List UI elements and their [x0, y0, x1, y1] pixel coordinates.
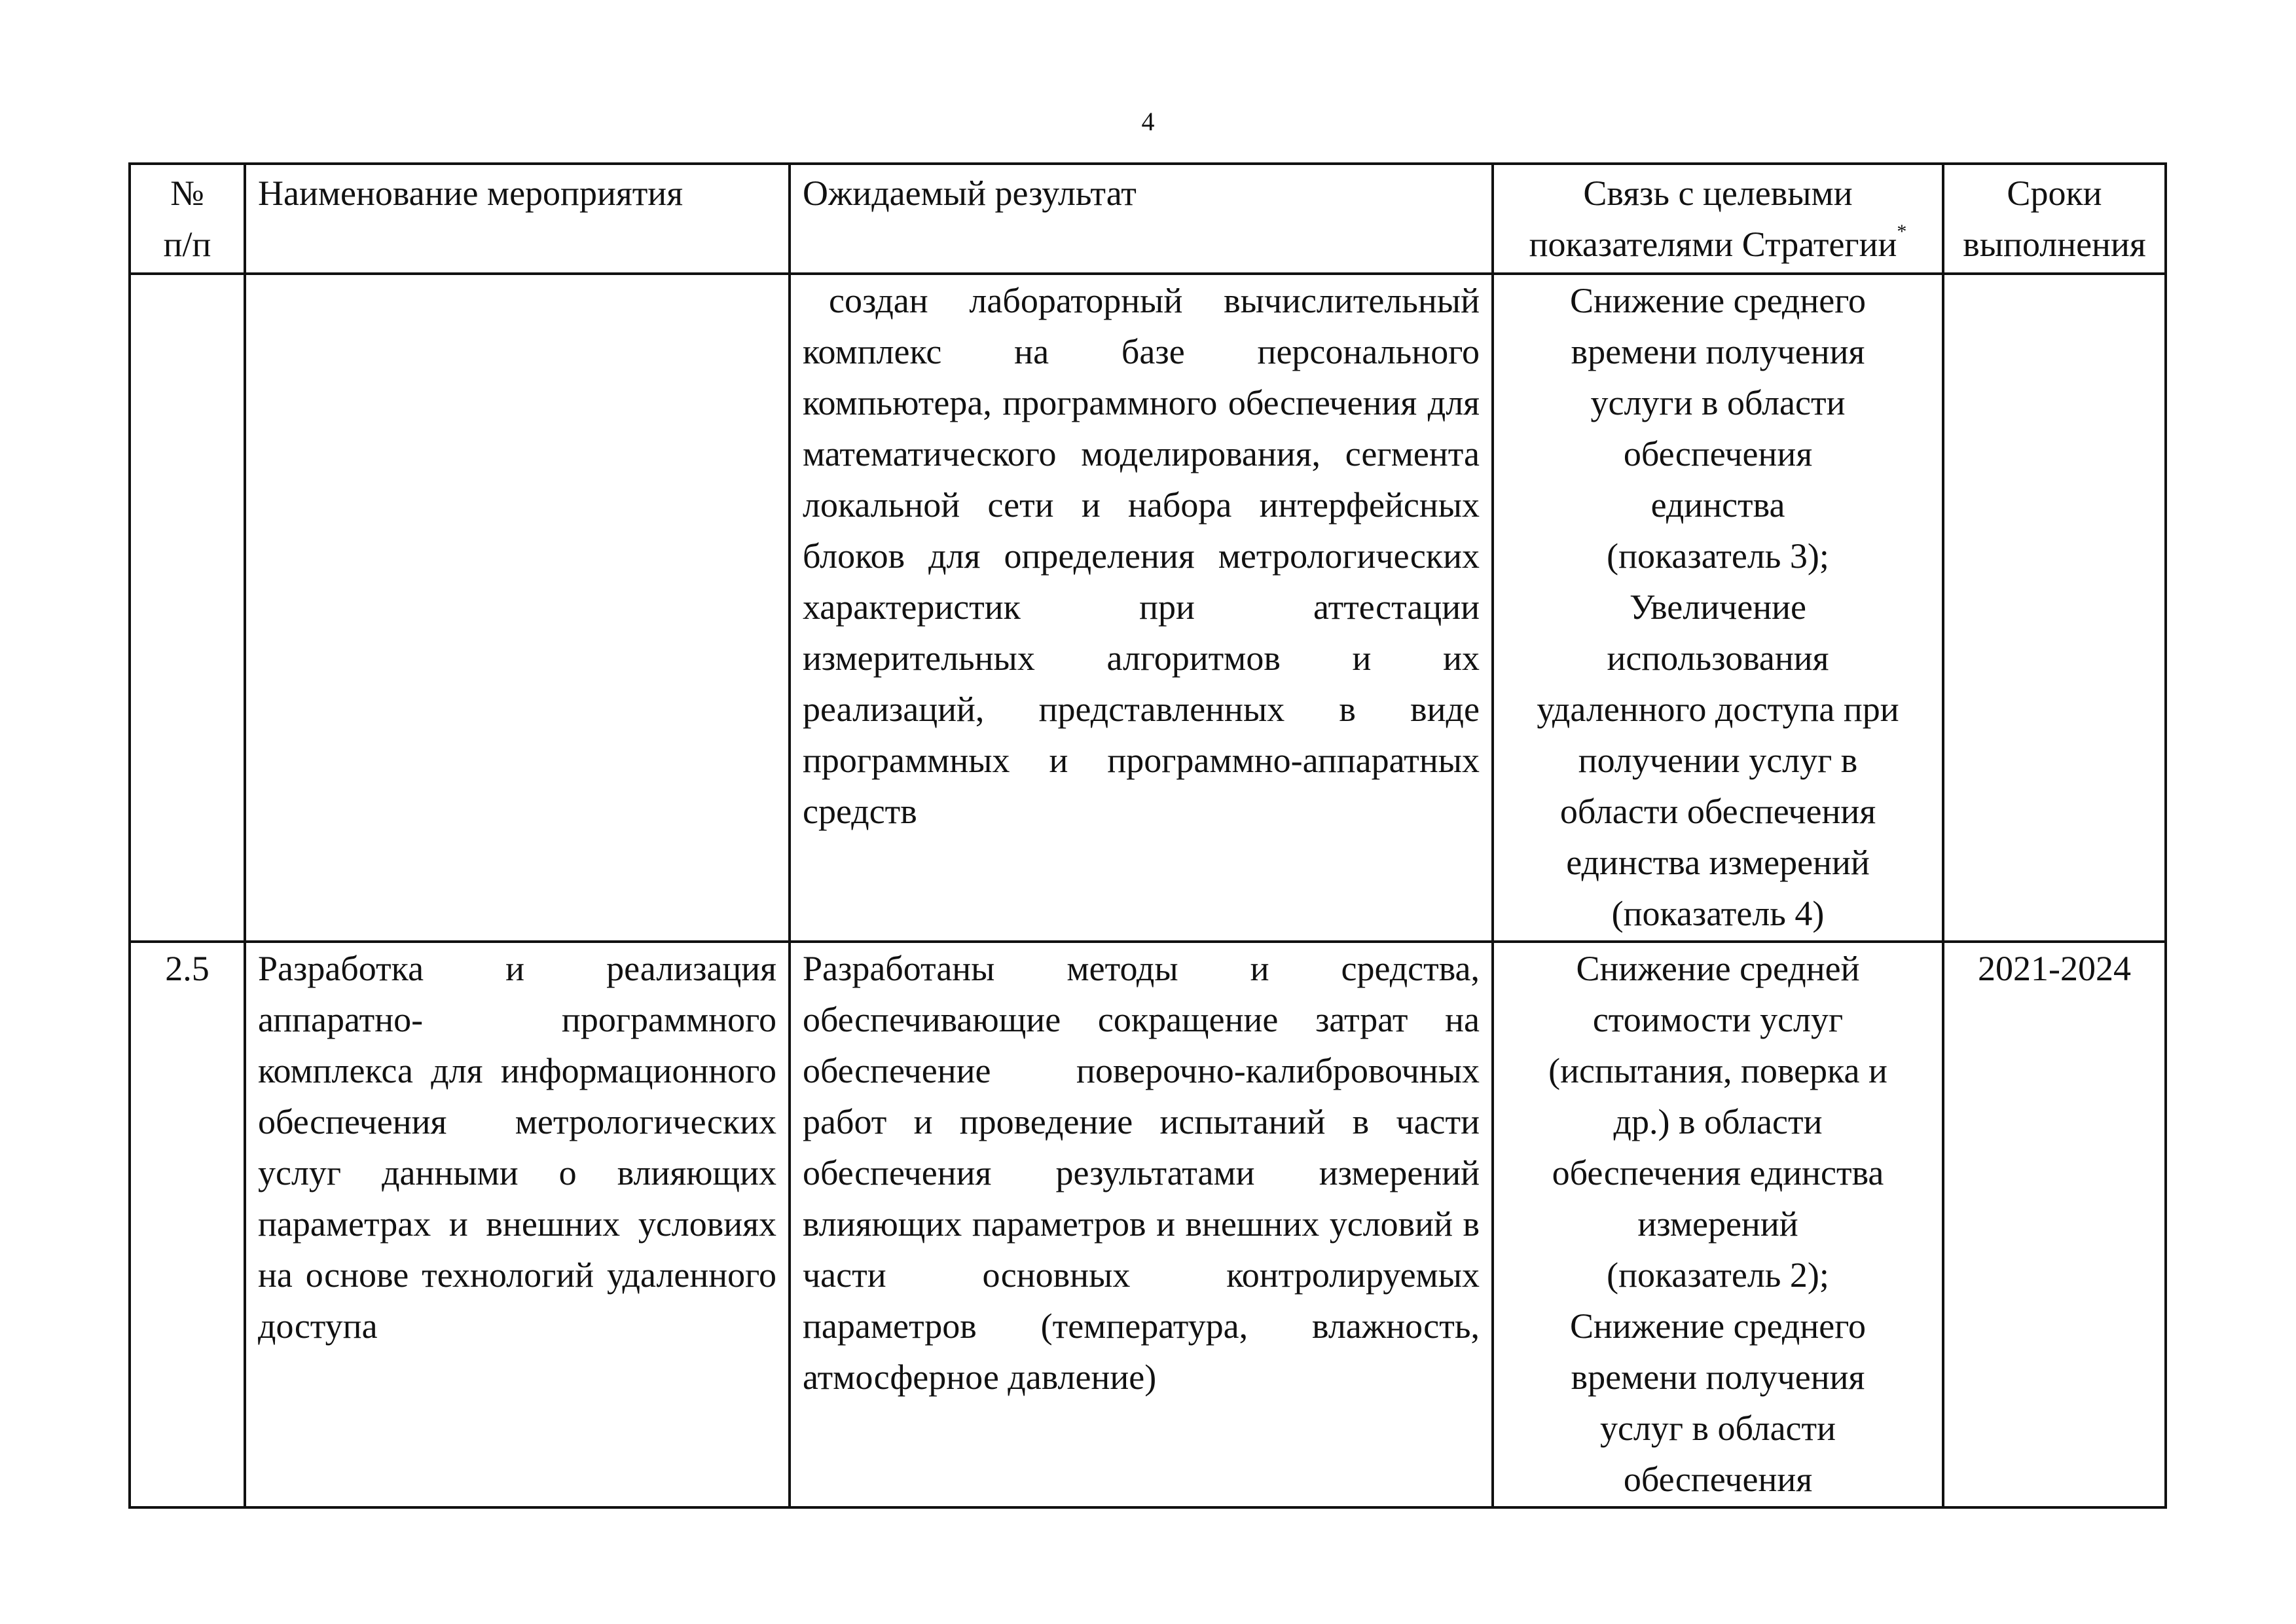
strategy-link-line: (показатель 2);: [1607, 1255, 1829, 1295]
strategy-link-line: использования: [1607, 638, 1829, 678]
strategy-link-line: др.) в области: [1613, 1102, 1823, 1141]
header-number-line: п/п: [163, 225, 211, 264]
header-expected-result: Ожидаемый результат: [790, 164, 1493, 274]
strategy-link-line: (показатель 3);: [1607, 536, 1829, 576]
strategy-link-line: услуг в области: [1599, 1409, 1836, 1448]
strategy-link-line: стоимости услуг: [1592, 1000, 1844, 1039]
cell-expected-result: [790, 274, 1493, 942]
header-number: [130, 164, 245, 274]
strategy-link-line: обеспечения: [1623, 434, 1813, 473]
cell-number: [130, 274, 245, 942]
strategy-link-line: получении услуг в: [1578, 741, 1858, 780]
strategy-link-line: Увеличение: [1629, 587, 1807, 627]
strategy-link-line: области обеспечения: [1559, 792, 1876, 831]
cell-measure-name: [245, 274, 790, 942]
strategy-link-line: (показатель 4): [1611, 894, 1825, 933]
header-deadline-line: выполнения: [1963, 225, 2146, 264]
strategy-link-line: обеспечения единства: [1552, 1153, 1884, 1192]
strategy-link-line: времени получения: [1571, 332, 1865, 371]
header-number-line: №: [170, 174, 204, 213]
table-row: [130, 942, 2166, 1507]
header-deadline-line: Сроки: [2007, 174, 2102, 213]
cell-number: 2.5: [130, 942, 245, 1507]
cell-deadline: 2021-2024: [1943, 942, 2166, 1507]
strategy-link-line: единства: [1650, 485, 1785, 525]
header-measure-name: Наименование мероприятия: [245, 164, 790, 274]
strategy-link-line: измерений: [1637, 1204, 1798, 1244]
cell-expected-result: Разработаны методы и средства, обеспечивающие сокращение затрат на обеспечение поверочно-калибровочных работ и проведение испытаний в части обеспечения результатами измерений влияющих параметров и внешних условий в части основных контролируемых параметров (температура, влажность, атмосферное давление): [790, 942, 1493, 1507]
header-strategy-link: [1493, 164, 1943, 274]
strategy-link-line: Снижение среднего: [1569, 281, 1866, 320]
header-strategy-link-line: [1506, 219, 1930, 270]
strategy-link-line: удаленного доступа при: [1537, 690, 1899, 729]
strategy-link-line: обеспечения: [1623, 1460, 1813, 1499]
cell-measure-name: Разработка и реализация аппаратно- программного комплекса для информационного обеспечения метрологических услуг данными о влияющих параметрах и внешних условиях на основе технологий удаленного доступа: [245, 942, 790, 1507]
page-number: 4: [1141, 107, 1155, 136]
strategy-link-line: единства измерений: [1566, 843, 1870, 882]
strategy-link-line: Снижение средней: [1576, 949, 1860, 988]
header-deadline: [1943, 164, 2166, 274]
strategy-link-line: времени получения: [1571, 1357, 1865, 1397]
strategy-link-line: Снижение среднего: [1569, 1306, 1866, 1346]
header-strategy-link-text: показателями Стратегии: [1529, 225, 1897, 264]
measures-table: [128, 162, 2167, 1509]
cell-deadline: [1943, 274, 2166, 942]
table-header-row: [130, 164, 2166, 274]
cell-strategy-link: [1493, 274, 1943, 942]
header-strategy-link-line: Связь с целевыми: [1583, 174, 1853, 213]
table-row: [130, 274, 2166, 942]
cell-strategy-link: [1493, 942, 1943, 1507]
cell-expected-result-text: создан лабораторный вычислительный комплекс на базе персонального компьютера, программного обеспечения для математического моделирования, сегмента локальной сети и набора интерфейсных блоков для определения метрологических характеристик при аттестации измерительных алгоритмов и их реализаций, представленных в виде программных и программно-аппаратных средств: [803, 281, 1480, 831]
strategy-link-line: (испытания, поверка и: [1548, 1051, 1887, 1090]
strategy-link-line: услуги в области: [1590, 383, 1846, 422]
footnote-mark: *: [1897, 221, 1907, 242]
